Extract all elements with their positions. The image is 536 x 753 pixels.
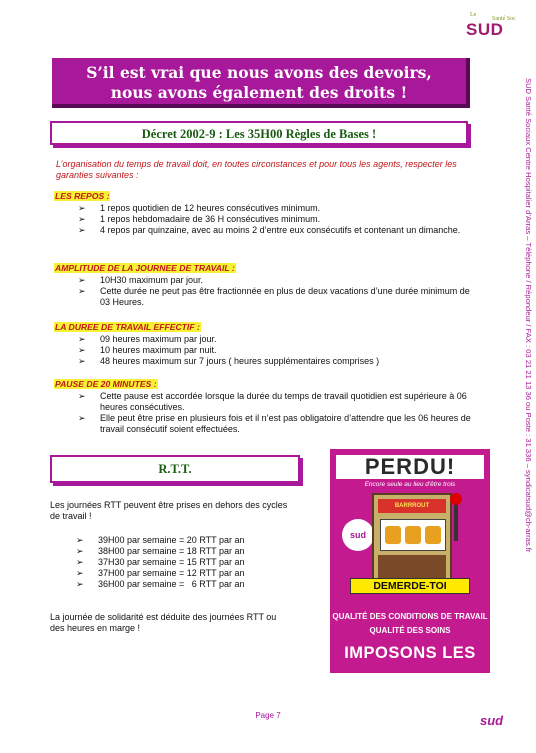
poster-subtitle: Encore seule au lieu d'être trois <box>364 481 456 488</box>
solidarite-note: La journée de solidarité est déduite des journées RTT ou des heures en marge ! <box>50 612 277 633</box>
side-contact-text: SUD Santé Sociaux Centre Hospitalier d’Arras – Téléphone / Répondeur / FAX : 03 21 21 13 36 ou Poste : 31 336 – syndicatsud@ch-arras.fr <box>524 78 533 553</box>
decret-intro: L’organisation du temps de travail doit, en toutes circonstances et pour tous les agents, respecter les garanties suivantes : <box>56 159 457 180</box>
banner-line-1: S’il est vrai que nous avons des devoirs, <box>86 63 432 82</box>
list-item: ➢ Cette durée ne peut pas être fractionnée en plus de deux vacations d’une durée minimum de 03 Heures. <box>78 286 470 307</box>
list-item: ➢ 10H30 maximum par jour. <box>78 275 204 285</box>
list-pause <box>78 391 478 435</box>
arrow-icon: ➢ <box>76 557 84 567</box>
page-number: Page 7 <box>255 711 281 720</box>
rtt-heading: R.T.T. <box>50 455 300 483</box>
poster-imposons: IMPOSONS LES <box>344 644 476 662</box>
poster-demerde: DEMERDE-TOI <box>350 578 470 594</box>
arrow-icon: ➢ <box>78 225 86 235</box>
banner-line-2: nous avons également des droits ! <box>110 83 408 102</box>
list-item: ➢ Cette pause est accordée lorsque la durée du temps de travail quotidien est supérieure à 06 heures consécutives. <box>78 391 467 412</box>
footer-logo: sud <box>480 713 504 728</box>
arrow-icon: ➢ <box>76 535 84 545</box>
list-item: ➢ 48 heures maximum sur 7 jours ( heures supplémentaires comprises ) <box>78 356 380 366</box>
sud-logo <box>462 12 518 48</box>
main-banner <box>52 58 470 108</box>
slot-window <box>380 519 446 551</box>
list-item: ➢ 4 repos par quinzaine, avec au moins 2 d’entre eux consécutifs et contenant un dimanche. <box>78 225 461 235</box>
slot-lever-icon <box>454 501 458 541</box>
arrow-icon: ➢ <box>78 214 86 224</box>
slot-top-label: BARRROUT <box>378 499 446 513</box>
arrow-icon: ➢ <box>76 568 84 578</box>
list-item: ➢ 38H00 par semaine = 18 RTT par an <box>76 546 245 556</box>
label-pause: PAUSE DE 20 MINUTES : <box>55 379 157 389</box>
list-item: ➢ 1 repos hebdomadaire de 36 H consécutives minimum. <box>78 214 321 224</box>
arrow-icon: ➢ <box>78 286 86 296</box>
arrow-icon: ➢ <box>78 413 86 423</box>
list-item: ➢ 39H00 par semaine = 20 RTT par an <box>76 535 245 545</box>
arrow-icon: ➢ <box>78 203 86 213</box>
slot-machine-icon <box>372 493 452 589</box>
list-repos <box>78 203 478 236</box>
list-item: ➢ 36H00 par semaine = 6 RTT par an <box>76 579 245 589</box>
list-item: ➢ Elle peut être prise en plusieurs fois et il n’est pas obligatoire d’attendre que les 06 heures de travail consécutif soient effectuées. <box>78 413 471 434</box>
arrow-icon: ➢ <box>78 345 86 355</box>
arrow-icon: ➢ <box>78 275 86 285</box>
decret-heading: Décret 2002-9 : Les 35H00 Règles de Bases ! <box>50 121 468 145</box>
rtt-intro: Les journées RTT peuvent être prises en dehors des cycles de travail ! <box>50 500 288 521</box>
logo-brand: SUD <box>466 20 504 39</box>
list-item: ➢ 1 repos quotidien de 12 heures consécutives minimum. <box>78 203 321 213</box>
arrow-icon: ➢ <box>78 391 86 401</box>
arrow-icon: ➢ <box>78 334 86 344</box>
arrow-icon: ➢ <box>78 356 86 366</box>
list-item: ➢ 10 heures maximum par nuit. <box>78 345 217 355</box>
label-duree: LA DUREE DE TRAVAIL EFFECTIF : <box>55 322 200 332</box>
poster-stamp: sud <box>342 519 374 551</box>
list-rtt <box>76 535 306 590</box>
perdu-poster <box>330 449 490 673</box>
list-amplitude <box>78 275 478 308</box>
label-amplitude: AMPLITUDE DE LA JOURNEE DE TRAVAIL : <box>55 263 235 273</box>
label-repos: LES REPOS : <box>55 191 110 201</box>
logo-le: Le <box>470 12 477 18</box>
list-item: ➢ 09 heures maximum par jour. <box>78 334 217 344</box>
logo-sante: Santé Soc <box>492 16 516 22</box>
arrow-icon: ➢ <box>76 546 84 556</box>
poster-qualite-conditions: QUALITÉ DES CONDITIONS DE TRAVAIL <box>332 612 488 621</box>
poster-title: PERDU! <box>336 455 484 479</box>
list-item: ➢ 37H00 par semaine = 12 RTT par an <box>76 568 245 578</box>
arrow-icon: ➢ <box>76 579 84 589</box>
list-duree <box>78 334 478 367</box>
list-item: ➢ 37H30 par semaine = 15 RTT par an <box>76 557 245 567</box>
poster-qualite-soins: QUALITÉ DES SOINS <box>369 626 451 635</box>
